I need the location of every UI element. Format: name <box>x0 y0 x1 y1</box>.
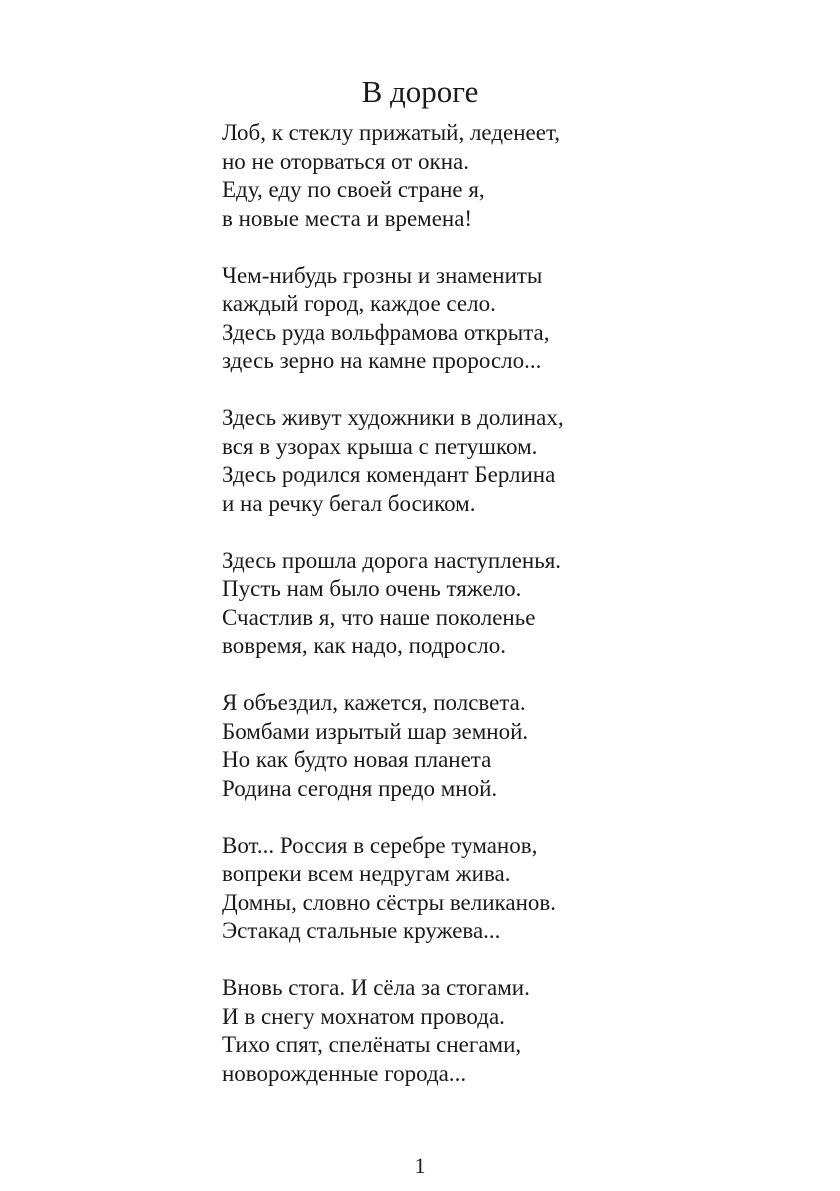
poem-line: и на речку бегал босиком. <box>222 490 476 516</box>
poem-line: новорожденные города... <box>222 1060 467 1086</box>
poem-line: Эстакад стальные кружева... <box>222 918 501 943</box>
poem-line: вовремя, как надо, подросло. <box>222 633 506 658</box>
poem-line: Тихо спят, спелёнаты снегами, <box>222 1032 522 1057</box>
poem-line: Еду, еду по своей стране я, <box>222 177 485 202</box>
poem-line: Здесь живут художники в долинах, <box>222 405 564 430</box>
stanza-5 <box>222 689 782 803</box>
poem-line: в новые места и времена! <box>222 205 473 231</box>
poem-line: Счастлив я, что наше поколенье <box>222 604 536 630</box>
poem-line: вся в узорах крыша с петушком. <box>222 433 538 459</box>
stanza-6 <box>222 832 782 946</box>
stanza-7 <box>222 974 782 1088</box>
poem-line: Бомбами изрытый шар земной. <box>222 718 529 744</box>
poem-line: Вновь стога. И сёла за стогами. <box>222 975 530 1000</box>
stanza-2 <box>222 262 782 376</box>
poem-line: Чем-нибудь грозны и знамениты <box>222 262 543 288</box>
poem-line: Здесь родился комендант Берлина <box>222 462 556 487</box>
poem-body <box>222 119 782 1117</box>
poem-line: Домны, словно сёстры великанов. <box>222 889 557 915</box>
poem-line: Родина сегодня предо мной. <box>222 775 498 801</box>
poem-line: Но как будто новая планета <box>222 747 492 772</box>
poem-line: но не оторваться от окна. <box>222 148 469 174</box>
poem-line: здесь зерно на камне проросло... <box>222 348 542 373</box>
stanza-3 <box>222 404 782 518</box>
stanza-4 <box>222 547 782 661</box>
poem-line: Я объездил, кажется, полсвета. <box>222 690 526 715</box>
page-number: 1 <box>414 1153 426 1178</box>
poem-line: вопреки всем недругам жива. <box>222 861 511 886</box>
poem-line: Здесь руда вольфрамова открыта, <box>222 319 550 345</box>
poem-title: В дороге <box>361 74 479 109</box>
poem-line: Здесь прошла дорога наступленья. <box>222 547 562 573</box>
poem-line: каждый город, каждое село. <box>222 291 496 316</box>
poem-line: Пусть нам было очень тяжело. <box>222 576 522 601</box>
poem-line: Вот... Россия в серебре туманов, <box>222 832 538 858</box>
stanza-1 <box>222 119 782 233</box>
poem-line: Лоб, к стеклу прижатый, леденеет, <box>222 120 561 145</box>
poem-line: И в снегу мохнатом провода. <box>222 1003 505 1029</box>
